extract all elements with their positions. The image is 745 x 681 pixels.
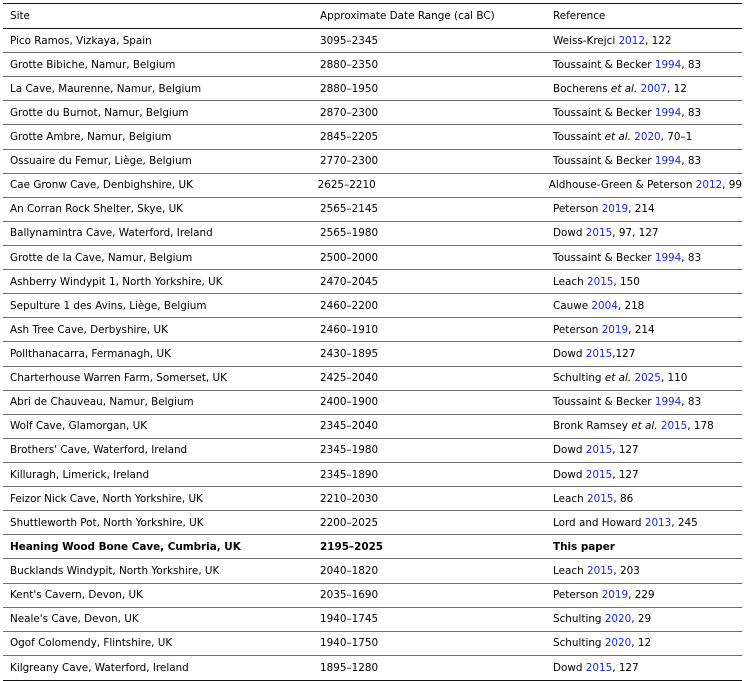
reference-year-link[interactable]: 2015 — [585, 468, 613, 481]
reference-year-link[interactable]: 2015 — [586, 492, 614, 505]
table-row — [3, 391, 742, 415]
header-reference: Reference — [553, 10, 606, 22]
reference-year-link[interactable]: 2004 — [591, 299, 618, 312]
reference-text: , 12 — [631, 637, 652, 650]
cell-date-range: 2565–1980 — [320, 227, 379, 240]
reference-year-link[interactable]: 2020 — [604, 637, 632, 650]
reference-text: , 29 — [631, 613, 652, 626]
reference-text: et al. — [610, 82, 638, 95]
reference-text: , 229 — [628, 589, 655, 602]
cell-reference — [551, 59, 742, 71]
reference-text: ,127 — [612, 347, 636, 360]
reference-year-link[interactable]: 2015 — [586, 275, 614, 288]
cell-site: Bucklands Windypit, North Yorkshire, UK — [10, 564, 220, 577]
reference-text: Bronk Ramsey — [553, 420, 632, 433]
reference-text: , 99 — [722, 179, 742, 192]
reference-year-link[interactable]: 1994 — [654, 251, 682, 264]
reference-year-link[interactable]: 1994 — [654, 155, 682, 168]
reference-text: Lord and Howard — [553, 516, 645, 529]
table-row — [3, 342, 742, 366]
reference-year-link[interactable]: 2015 — [585, 444, 613, 457]
cell-reference — [551, 35, 742, 47]
cell-reference — [551, 517, 742, 529]
table-row — [3, 535, 742, 559]
reference-text: , 83 — [681, 396, 702, 409]
cell-date-range: 2430–1895 — [320, 347, 379, 360]
cell-site: Ogof Colomendy, Flintshire, UK — [10, 637, 173, 650]
cell-reference — [551, 372, 742, 384]
reference-text: Weiss-Krejci — [553, 34, 619, 47]
reference-text: , 127 — [612, 444, 639, 457]
cell-site: Ash Tree Cave, Derbyshire, UK — [10, 323, 168, 336]
reference-text: This paper — [553, 540, 615, 553]
reference-text: , 214 — [628, 203, 655, 216]
reference-text: Dowd — [553, 227, 586, 240]
table-row — [3, 415, 742, 439]
reference-text: Toussaint & Becker — [553, 58, 655, 71]
reference-text: , 178 — [687, 420, 714, 433]
reference-text: , 86 — [613, 492, 634, 505]
cell-date-range: 2880–1950 — [320, 82, 379, 95]
cell-site: Sepulture 1 des Avins, Liège, Belgium — [10, 299, 207, 312]
cell-reference — [551, 107, 742, 119]
table-row — [3, 367, 742, 391]
table-row — [3, 559, 742, 583]
cell-reference — [551, 613, 742, 625]
cell-reference — [547, 179, 742, 191]
reference-text: , 12 — [667, 82, 687, 95]
cell-reference — [551, 444, 742, 456]
cell-reference — [551, 155, 742, 167]
cell-reference — [551, 300, 742, 312]
reference-year-link[interactable]: 1994 — [654, 396, 682, 409]
cell-reference — [551, 493, 742, 505]
cell-reference — [551, 83, 742, 95]
cell-site: Grotte de la Cave, Namur, Belgium — [10, 251, 193, 264]
reference-text: Dowd — [553, 661, 586, 674]
cell-date-range: 2500–2000 — [320, 251, 379, 264]
cell-site: Abri de Chauveau, Namur, Belgium — [10, 396, 194, 409]
cell-site: Ossuaire du Femur, Liège, Belgium — [10, 155, 192, 168]
cell-reference — [551, 227, 742, 239]
table-body — [3, 29, 742, 680]
cell-date-range: 2565–2145 — [320, 203, 379, 216]
cell-reference — [551, 348, 742, 360]
reference-text: Leach — [553, 275, 587, 288]
cell-date-range: 1940–1750 — [320, 637, 379, 650]
reference-text: Toussaint — [553, 130, 605, 143]
reference-text: , 97, 127 — [612, 227, 659, 240]
reference-text: Peterson — [553, 203, 602, 216]
reference-text: , 70–1 — [660, 130, 693, 143]
cell-date-range: 2345–1890 — [320, 468, 379, 481]
reference-year-link[interactable]: 2012 — [695, 179, 723, 192]
reference-year-link[interactable]: 2019 — [601, 203, 629, 216]
reference-text: Toussaint & Becker — [553, 106, 655, 119]
cell-date-range: 2195–2025 — [320, 540, 384, 553]
reference-year-link[interactable]: 2013 — [644, 516, 672, 529]
cell-date-range: 3095–2345 — [320, 34, 379, 47]
cell-reference — [551, 203, 742, 215]
table-header — [3, 4, 742, 29]
table-row — [3, 656, 742, 680]
reference-text: et al. — [604, 372, 632, 385]
reference-text: , 122 — [645, 34, 672, 47]
cell-date-range: 2400–1900 — [320, 396, 379, 409]
cell-date-range: 2210–2030 — [320, 492, 379, 505]
reference-text: , 127 — [612, 661, 639, 674]
cell-reference — [551, 469, 742, 481]
cell-date-range: 2625–2210 — [317, 179, 376, 192]
cell-date-range: 2460–2200 — [320, 299, 379, 312]
cell-site: Ballynamintra Cave, Waterford, Ireland — [10, 227, 213, 240]
cell-site: Neale's Cave, Devon, UK — [10, 613, 139, 626]
reference-year-link[interactable]: 2019 — [601, 323, 629, 336]
cell-date-range: 2880–2350 — [320, 58, 379, 71]
cell-site: Grotte Bibiche, Namur, Belgium — [10, 58, 176, 71]
table-row — [3, 150, 742, 174]
header-site: Site — [10, 10, 30, 22]
reference-text: , 214 — [628, 323, 655, 336]
reference-text: et al. — [631, 420, 658, 433]
cell-site: Charterhouse Warren Farm, Somerset, UK — [10, 372, 227, 385]
cell-site: Pico Ramos, Vizkaya, Spain — [10, 34, 152, 47]
table-row — [3, 198, 742, 222]
reference-year-link[interactable]: 2015 — [585, 661, 613, 674]
reference-text: Toussaint & Becker — [553, 155, 655, 168]
cell-site: La Cave, Maurenne, Namur, Belgium — [10, 82, 202, 95]
table-row — [3, 294, 742, 318]
cell-date-range: 2770–2300 — [320, 155, 379, 168]
cell-reference — [551, 324, 742, 336]
reference-year-link[interactable]: 2015 — [585, 227, 613, 240]
reference-text: Schulting — [553, 372, 605, 385]
table-row — [3, 53, 742, 77]
cell-reference — [551, 420, 742, 432]
cell-site: Wolf Cave, Glamorgan, UK — [10, 420, 148, 433]
reference-year-link[interactable]: 1994 — [654, 58, 682, 71]
cell-reference — [551, 541, 742, 553]
reference-text: Toussaint & Becker — [553, 251, 655, 264]
reference-text: , 203 — [613, 564, 640, 577]
reference-text: Schulting — [553, 613, 605, 626]
reference-text: et al. — [604, 130, 631, 143]
reference-text: Peterson — [553, 323, 602, 336]
cell-date-range: 2845–2205 — [320, 130, 379, 143]
cell-site: Killuragh, Limerick, Ireland — [10, 468, 150, 481]
reference-text: Schulting — [553, 637, 605, 650]
cell-date-range: 2345–2040 — [320, 420, 379, 433]
reference-text: Peterson — [553, 589, 602, 602]
table-row — [3, 318, 742, 342]
cell-date-range: 2345–1980 — [320, 444, 379, 457]
cell-site: An Corran Rock Shelter, Skye, UK — [10, 203, 183, 216]
reference-text: , 83 — [681, 106, 702, 119]
cell-site: Feizor Nick Cave, North Yorkshire, UK — [10, 492, 203, 505]
table-row — [3, 77, 742, 101]
reference-text: , 127 — [612, 468, 639, 481]
reference-text: Leach — [553, 492, 587, 505]
reference-year-link[interactable]: 2015 — [660, 420, 688, 433]
cell-site: Grotte Ambre, Namur, Belgium — [10, 130, 172, 143]
reference-text: , 110 — [660, 372, 688, 385]
table-row — [3, 584, 742, 608]
table-row — [3, 101, 742, 125]
cell-reference — [551, 589, 742, 601]
cell-date-range: 2870–2300 — [320, 106, 379, 119]
cell-date-range: 2470–2045 — [320, 275, 379, 288]
cell-date-range: 1895–1280 — [320, 661, 379, 674]
cell-reference — [551, 662, 742, 674]
reference-text: , 245 — [671, 516, 698, 529]
reference-year-link[interactable]: 2019 — [601, 589, 629, 602]
cell-site: Cae Gronw Cave, Denbighshire, UK — [10, 179, 193, 192]
cell-reference — [551, 396, 742, 408]
reference-year-link[interactable]: 2007 — [640, 82, 668, 95]
reference-text: , 83 — [681, 58, 702, 71]
reference-text: Leach — [553, 564, 587, 577]
reference-year-link[interactable]: 2012 — [618, 34, 646, 47]
reference-text: Dowd — [553, 468, 586, 481]
cell-date-range: 1940–1745 — [320, 613, 379, 626]
cell-reference — [551, 252, 742, 264]
table-row — [3, 174, 742, 198]
cell-site: Kent's Cavern, Devon, UK — [10, 589, 143, 602]
reference-text: Bocherens — [553, 82, 611, 95]
table-row — [3, 125, 742, 149]
table-row — [3, 270, 742, 294]
reference-year-link[interactable]: 2015 — [585, 347, 613, 360]
cell-date-range: 2460–1910 — [320, 323, 379, 336]
table-row — [3, 29, 742, 53]
table-row — [3, 511, 742, 535]
table-row — [3, 246, 742, 270]
cell-site: Brothers' Cave, Waterford, Ireland — [10, 444, 188, 457]
table-row — [3, 463, 742, 487]
reference-text: Dowd — [553, 444, 586, 457]
table-row — [3, 222, 742, 246]
reference-year-link[interactable]: 2025 — [634, 372, 661, 385]
header-date-range: Approximate Date Range (cal BC) — [320, 10, 495, 22]
reference-text: Dowd — [553, 347, 586, 360]
cell-site: Heaning Wood Bone Cave, Cumbria, UK — [10, 540, 241, 553]
cell-date-range: 2200–2025 — [320, 516, 379, 529]
cell-reference — [551, 637, 742, 649]
cell-site: Kilgreany Cave, Waterford, Ireland — [10, 661, 189, 674]
cell-site: Grotte du Burnot, Namur, Belgium — [10, 106, 189, 119]
sites-table — [3, 3, 742, 681]
reference-text: , 83 — [681, 155, 702, 168]
cell-site: Pollthanacarra, Fermanagh, UK — [10, 347, 171, 360]
cell-site: Ashberry Windypit 1, North Yorkshire, UK — [10, 275, 223, 288]
reference-text: Aldhouse-Green & Peterson — [548, 179, 696, 192]
cell-date-range: 2425–2040 — [320, 372, 379, 385]
cell-reference — [551, 276, 742, 288]
cell-date-range: 2040–1820 — [320, 564, 379, 577]
cell-reference — [551, 131, 742, 143]
reference-year-link[interactable]: 2020 — [604, 613, 632, 626]
cell-site: Shuttleworth Pot, North Yorkshire, UK — [10, 516, 204, 529]
reference-text: , 150 — [613, 275, 640, 288]
table-row — [3, 439, 742, 463]
table-row — [3, 487, 742, 511]
reference-year-link[interactable]: 1994 — [654, 106, 682, 119]
reference-text: , 83 — [681, 251, 702, 264]
cell-reference — [551, 565, 742, 577]
reference-year-link[interactable]: 2015 — [586, 564, 614, 577]
cell-date-range: 2035–1690 — [320, 589, 379, 602]
reference-text: Toussaint & Becker — [553, 396, 655, 409]
reference-text: , 218 — [617, 299, 645, 312]
reference-year-link[interactable]: 2020 — [634, 130, 661, 143]
table-row — [3, 632, 742, 656]
table-row — [3, 608, 742, 632]
reference-text: Cauwe — [553, 299, 592, 312]
